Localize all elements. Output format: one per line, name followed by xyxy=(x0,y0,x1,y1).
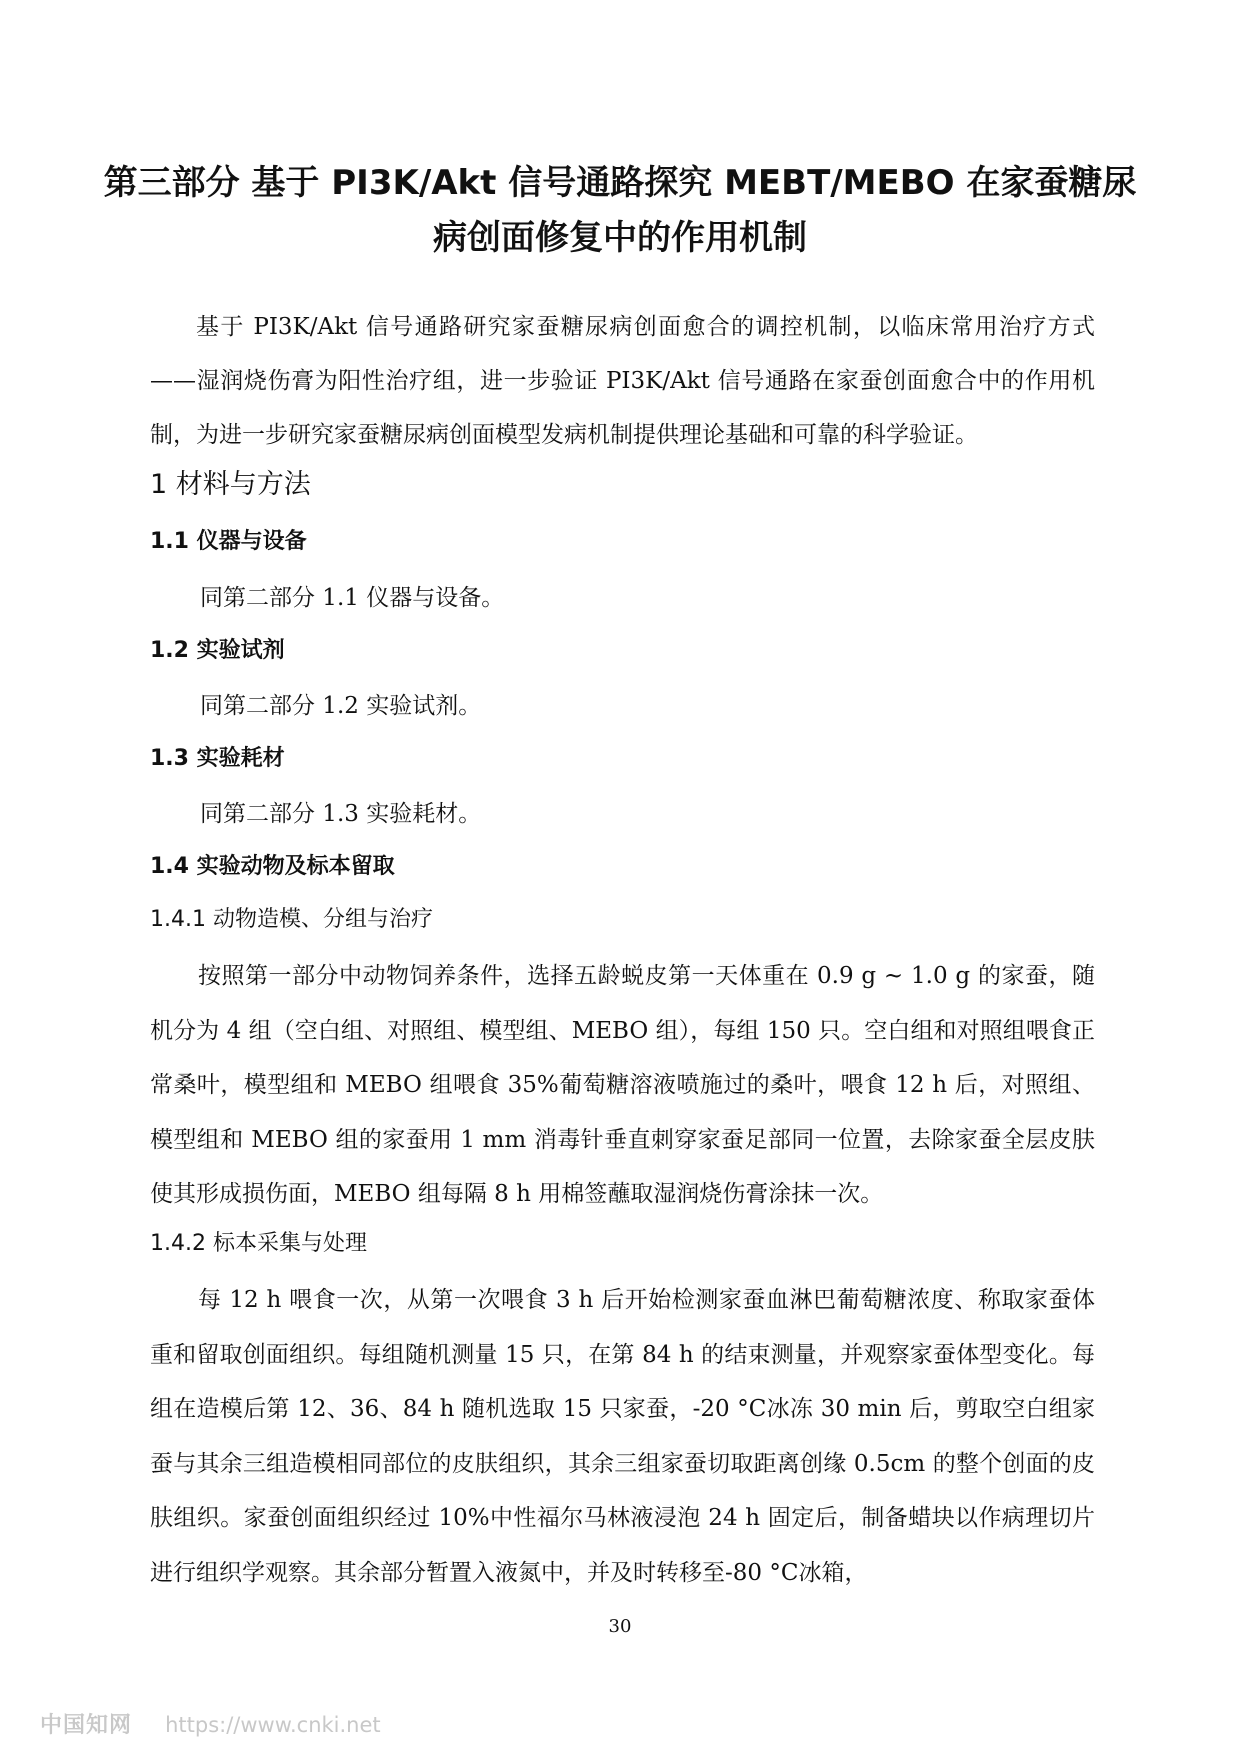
watermark-brand: 中国知网 xyxy=(40,1713,133,1738)
section-heading-1: 1 材料与方法 xyxy=(150,469,311,500)
section-text-1-1: 同第二部分 1.1 仪器与设备。 xyxy=(200,585,505,611)
section-text-1-2: 同第二部分 1.2 实验试剂。 xyxy=(200,693,482,719)
cnki-watermark xyxy=(40,1708,381,1739)
section-heading-1-4-2: 1.4.2 标本采集与处理 xyxy=(150,1231,367,1256)
section-heading-1-4: 1.4 实验动物及标本留取 xyxy=(150,854,395,879)
intro-paragraph: 基于 PI3K/Akt 信号通路研究家蚕糖尿病创面愈合的调控机制，以临床常用治疗方式——湿润烧伤膏为阳性治疗组，进一步验证 PI3K/Akt 信号通路在家蚕创面愈合中的作用机制，为进一步研究家蚕糖尿病创面模型发病机制提供理论基础和可靠的科学验证。 xyxy=(150,314,1095,448)
section-text-1-4-1: 按照第一部分中动物饲养条件，选择五龄蜕皮第一天体重在 0.9 g ~ 1.0 g 的家蚕，随机分为 4 组（空白组、对照组、模型组、MEBO 组），每组 150 只。空白组和对照组喂食正常桑叶，模型组和 MEBO 组喂食 35%葡萄糖溶液喷施过的桑叶，喂食 12 h 后，对照组、模型组和 MEBO 组的家蚕用 1 mm 消毒针垂直刺穿家蚕足部同一位置，去除家蚕全层皮肤使其形成损伤面，MEBO 组每隔 8 h 用棉签蘸取湿润烧伤膏涂抹一次。 xyxy=(150,963,1095,1207)
page-title-line-2: 病创面修复中的作用机制 xyxy=(433,218,807,258)
section-text-1-4-2: 每 12 h 喂食一次，从第一次喂食 3 h 后开始检测家蚕血淋巴葡萄糖浓度、称取家蚕体重和留取创面组织。每组随机测量 15 只，在第 84 h 的结束测量，并观察家蚕体型变化。每组在造模后第 12、36、84 h 随机选取 15 只家蚕，-20 °C冰冻 30 min 后，剪取空白组家蚕与其余三组造模相同部位的皮肤组织，其余三组家蚕切取距离创缘 0.5cm 的整个创面的皮肤组织。家蚕创面组织经过 10%中性福尔马林液浸泡 24 h 固定后，制备蜡块以作病理切片进行组织学观察。其余部分暂置入液氮中，并及时转移至-80 °C冰箱， xyxy=(150,1287,1095,1586)
section-heading-1-4-1: 1.4.1 动物造模、分组与治疗 xyxy=(150,907,433,932)
watermark-url: https://www.cnki.net xyxy=(165,1713,381,1737)
section-heading-1-2: 1.2 实验试剂 xyxy=(150,638,285,663)
section-heading-1-1: 1.1 仪器与设备 xyxy=(150,529,307,554)
page-title-line-1: 第三部分 基于 PI3K/Akt 信号通路探究 MEBT/MEBO 在家蚕糖尿 xyxy=(103,163,1137,203)
page-number: 30 xyxy=(608,1616,632,1637)
section-heading-1-3: 1.3 实验耗材 xyxy=(150,746,285,771)
section-text-1-3: 同第二部分 1.3 实验耗材。 xyxy=(200,801,482,827)
